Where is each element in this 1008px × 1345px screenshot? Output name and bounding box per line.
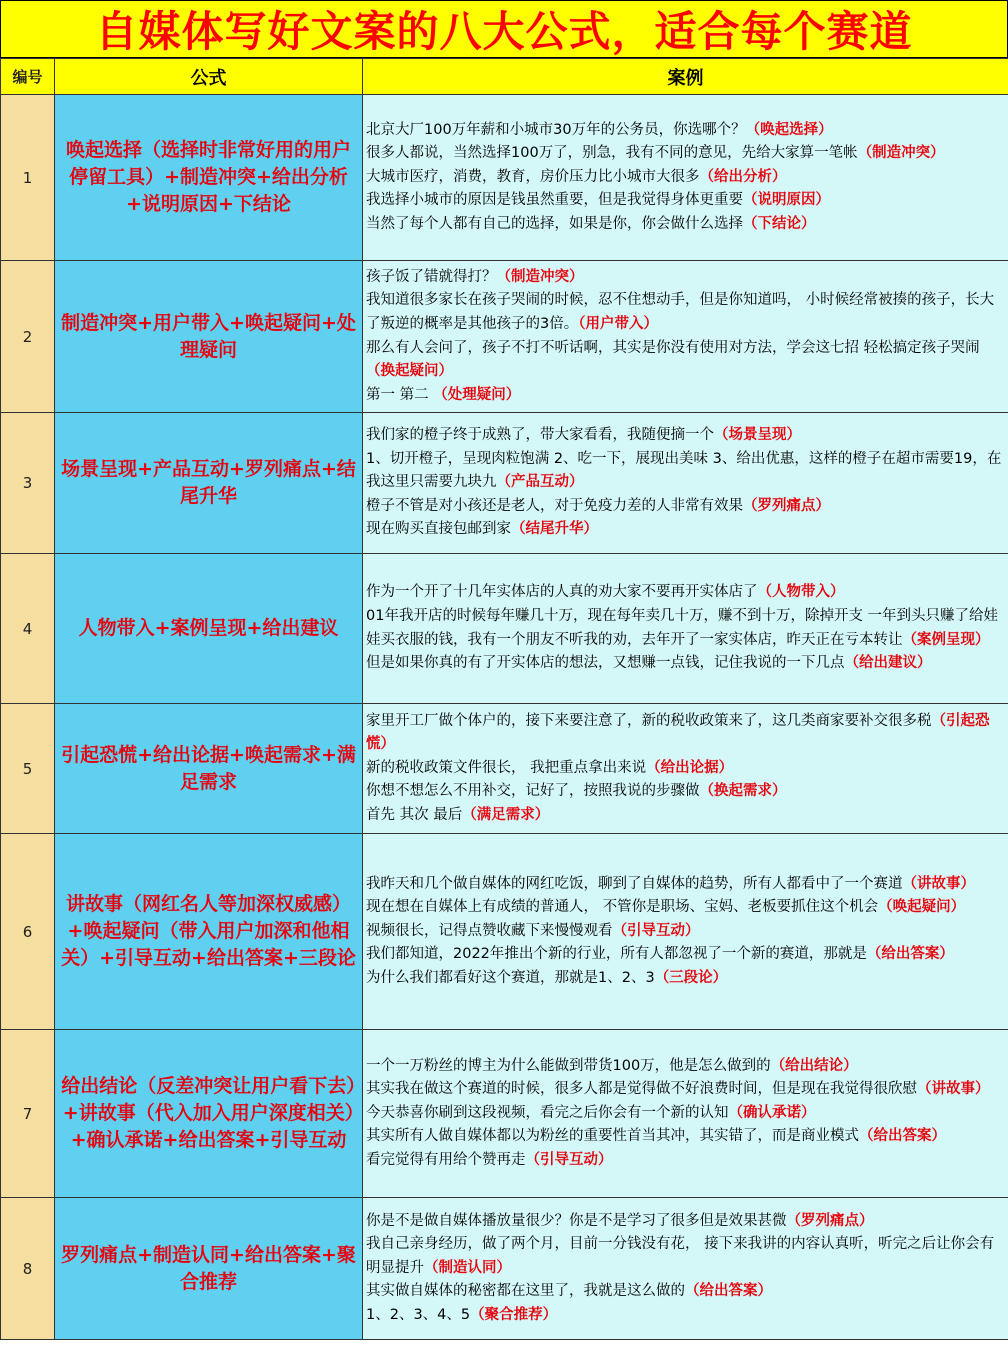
case-text: 看完觉得有用给个赞再走	[366, 1151, 526, 1168]
row-number: 4	[1, 554, 55, 704]
row-number: 2	[1, 261, 55, 413]
case-text: 现在购买直接包邮到家	[366, 521, 511, 538]
table-row	[1, 95, 1008, 261]
case-line	[366, 652, 1005, 676]
case-line	[366, 495, 1005, 519]
case-text: 现在想在自媒体上有成绩的普通人， 不管你是职场、宝妈、老板要抓住这个机会	[366, 899, 879, 916]
case-tag: （结尾升华）	[511, 521, 598, 538]
case-text: 但是如果你真的有了开实体店的想法，又想赚一点钱，记住我说的一下几点	[366, 655, 845, 672]
table-row	[1, 834, 1008, 1030]
case-tag: （案例呈现）	[902, 631, 990, 648]
table-row	[1, 261, 1008, 413]
case-line	[366, 289, 1005, 336]
case-line	[366, 142, 1005, 166]
case-line	[366, 337, 1005, 384]
case-text: 你是不是做自媒体播放量很少？你是不是学习了很多但是效果甚微	[366, 1212, 787, 1229]
case-text: 大城市医疗，消费，教育，房价压力比小城市大很多	[366, 168, 700, 185]
formula-cell: 人物带入+案例呈现+给出建议	[55, 554, 363, 704]
case-tag: （引起恐慌）	[366, 712, 990, 753]
case-line	[366, 873, 1005, 897]
case-tag: （人物带入）	[757, 584, 845, 601]
case-tag: （三段论）	[654, 969, 728, 986]
case-text: 一个一万粉丝的博主为什么能做到带货100万，他是怎么做到的	[366, 1057, 771, 1074]
case-text: 视频很长，记得点赞收藏下来慢慢观看	[366, 922, 613, 939]
case-line	[366, 920, 1005, 944]
case-cell	[363, 261, 1008, 413]
case-tag: （给出论据）	[646, 759, 734, 776]
case-line	[366, 605, 1005, 652]
case-text: 为什么我们都看好这个赛道，那就是1、2、3	[366, 969, 655, 986]
case-cell	[363, 554, 1008, 704]
case-line	[366, 384, 1005, 408]
case-tag: （聚合推荐）	[470, 1306, 558, 1323]
case-tag: （产品互动）	[496, 474, 584, 491]
case-tag: （给出答案）	[685, 1283, 772, 1300]
formula-cell: 唤起选择（选择时非常好用的用户停留工具）+制造冲突+给出分析+说明原因+下结论	[55, 95, 363, 261]
table-row	[1, 704, 1008, 834]
case-tag: （制造认同）	[424, 1259, 511, 1276]
formula-cell: 制造冲突+用户带入+唤起疑问+处理疑问	[55, 261, 363, 413]
case-cell	[363, 704, 1008, 834]
case-cell	[363, 95, 1008, 261]
case-line	[366, 967, 1005, 991]
formula-cell: 讲故事（网红名人等加深权威感）+唤起疑问（带入用户加深和他相关）+引导互动+给出答案+三段论	[55, 834, 363, 1030]
case-tag: （罗列痛点）	[743, 497, 830, 514]
case-tag: （给出答案）	[859, 1128, 946, 1145]
formula-cell: 引起恐慌+给出论据+唤起需求+满足需求	[55, 704, 363, 834]
formula-cell: 给出结论（反差冲突让用户看下去）+讲故事（代入加入用户深度相关）+确认承诺+给出答案+引导互动	[55, 1030, 363, 1198]
case-line	[366, 166, 1005, 190]
case-line	[366, 943, 1005, 967]
case-text: 你想不想怎么不用补交，记好了，按照我说的步骤做	[366, 783, 700, 800]
case-line	[366, 710, 1005, 757]
case-tag: （给出答案）	[866, 946, 954, 963]
header-formula: 公式	[55, 59, 363, 95]
formula-cell: 罗列痛点+制造认同+给出答案+聚合推荐	[55, 1198, 363, 1340]
case-line	[366, 119, 1005, 143]
case-text: 那么有人会问了，孩子不打不听话啊，其实是你没有使用对方法，学会这七招 轻松搞定孩子哭闹	[366, 339, 980, 356]
case-text: 我自己亲身经历，做了两个月，目前一分钱没有花， 接下来我讲的内容认真听，听完之后让你会有明显提升	[366, 1236, 995, 1276]
case-text: 其实我在做这个赛道的时候，很多人都是觉得做不好浪费时间，但是现在我觉得很欣慰	[366, 1081, 917, 1098]
case-line	[366, 448, 1005, 495]
case-cell	[363, 413, 1008, 554]
case-line	[366, 1280, 1005, 1304]
row-number: 5	[1, 704, 55, 834]
case-line	[366, 424, 1005, 448]
case-text: 其实所有人做自媒体都以为粉丝的重要性首当其冲，其实错了，而是商业模式	[366, 1128, 859, 1145]
row-number: 6	[1, 834, 55, 1030]
case-tag: （场景呈现）	[714, 427, 801, 444]
row-number: 3	[1, 413, 55, 554]
case-tag: （给出结论）	[770, 1057, 858, 1074]
table-row	[1, 413, 1008, 554]
case-text: 其实做自媒体的秘密都在这里了，我就是这么做的	[366, 1283, 685, 1300]
case-line	[366, 1233, 1005, 1280]
case-text: 家里开工厂做个体户的，接下来要注意了，新的税收政策来了，这几类商家要补交很多税	[366, 712, 932, 729]
case-text: 我知道很多家长在孩子哭闹的时候，忍不住想动手，但是你知道吗， 小时候经常被揍的孩子，长大了叛逆的概率是其他孩子的3倍。	[366, 292, 995, 332]
table-row	[1, 1198, 1008, 1340]
case-tag: （唤起疑问）	[878, 899, 966, 916]
case-text: 我选择小城市的原因是钱虽然重要，但是我觉得身体更重要	[366, 192, 743, 209]
row-number: 1	[1, 95, 55, 261]
table-row	[1, 554, 1008, 704]
case-line	[366, 1304, 1005, 1328]
case-line	[366, 804, 1005, 828]
case-line	[366, 266, 1005, 290]
case-text: 我们都知道，2022年推出个新的行业，所有人都忽视了一个新的赛道，那就是	[366, 946, 867, 963]
case-line	[366, 780, 1005, 804]
case-tag: （给出分析）	[699, 168, 787, 185]
case-line	[366, 518, 1005, 542]
row-number: 7	[1, 1030, 55, 1198]
case-line	[366, 757, 1005, 781]
case-line	[366, 1210, 1005, 1234]
case-tag: （罗列痛点）	[786, 1212, 874, 1229]
case-text: 新的税收政策文件很长， 我把重点拿出来说	[366, 759, 647, 776]
case-tag: （引导互动）	[612, 922, 700, 939]
header-case: 案例	[363, 59, 1008, 95]
case-line	[366, 213, 1005, 237]
table-row	[1, 1030, 1008, 1198]
case-text: 01年我开店的时候每年赚几十万，现在每年卖几十万，赚不到十万，除掉开支 一年到头只赚了给娃娃买衣服的钱，我有一个朋友不听我的劝，去年开了一家实体店，昨天正在亏本转让	[366, 607, 999, 648]
case-text: 1、2、3、4、5	[366, 1306, 471, 1323]
case-line	[366, 581, 1005, 605]
case-text: 第一 第二	[366, 386, 434, 403]
case-tag: （换起需求）	[699, 783, 787, 800]
case-text: 作为一个开了十几年实体店的人真的劝大家不要再开实体店了	[366, 584, 758, 601]
case-cell	[363, 1198, 1008, 1340]
case-tag: （确认承诺）	[728, 1104, 816, 1121]
row-number: 8	[1, 1198, 55, 1340]
case-tag: （给出建议）	[844, 655, 932, 672]
header-num: 编号	[1, 59, 55, 95]
case-tag: （满足需求）	[462, 806, 550, 823]
case-text: 很多人都说，当然选择100万了，别急，我有不同的意见，先给大家算一笔帐	[366, 145, 858, 162]
case-cell	[363, 834, 1008, 1030]
case-tag: （处理疑问）	[433, 386, 521, 403]
case-line	[366, 189, 1005, 213]
case-text: 今天恭喜你刷到这段视频，看完之后你会有一个新的认知	[366, 1104, 729, 1121]
case-text: 首先 其次 最后	[366, 806, 463, 823]
case-tag: （制造冲突）	[857, 145, 945, 162]
table-header	[1, 59, 1008, 95]
case-line	[366, 1055, 1005, 1079]
case-line	[366, 1102, 1005, 1126]
case-tag: （说明原因）	[743, 192, 830, 209]
case-line	[366, 1078, 1005, 1102]
case-tag: （讲故事）	[917, 1081, 990, 1098]
case-cell	[363, 1030, 1008, 1198]
case-text: 1、切开橙子，呈现肉粒饱满 2、吃一下，展现出美味 3、给出优惠，这样的橙子在超市需要19，在我这里只需要九块九	[366, 450, 1002, 491]
case-tag: （换起疑问）	[366, 363, 453, 380]
case-line	[366, 1125, 1005, 1149]
case-tag: （制造冲突）	[496, 268, 584, 285]
formula-table	[0, 58, 1008, 1340]
page-title: 自媒体写好文案的八大公式，适合每个赛道	[0, 0, 1008, 58]
case-text: 橙子不管是对小孩还是老人，对于免疫力差的人非常有效果	[366, 497, 743, 514]
case-text: 我昨天和几个做自媒体的网红吃饭，聊到了自媒体的趋势，所有人都看中了一个赛道	[366, 875, 903, 892]
formula-cell: 场景呈现+产品互动+罗列痛点+结尾升华	[55, 413, 363, 554]
case-text: 北京大厂100万年薪和小城市30万年的公务员，你选哪个？	[366, 121, 746, 138]
case-tag: （讲故事）	[902, 875, 975, 892]
case-text: 当然了每个人都有自己的选择，如果是你，你会做什么选择	[366, 215, 743, 232]
case-tag: （引导互动）	[525, 1151, 613, 1168]
case-line	[366, 896, 1005, 920]
case-text: 孩子饭了错就得打？	[366, 268, 497, 285]
case-text: 我们家的橙子终于成熟了，带大家看看，我随便摘一个	[366, 427, 714, 444]
case-tag: （下结论）	[743, 215, 816, 232]
case-tag: （用户带入）	[578, 315, 658, 332]
case-line	[366, 1149, 1005, 1173]
case-tag: （唤起选择）	[745, 121, 833, 138]
